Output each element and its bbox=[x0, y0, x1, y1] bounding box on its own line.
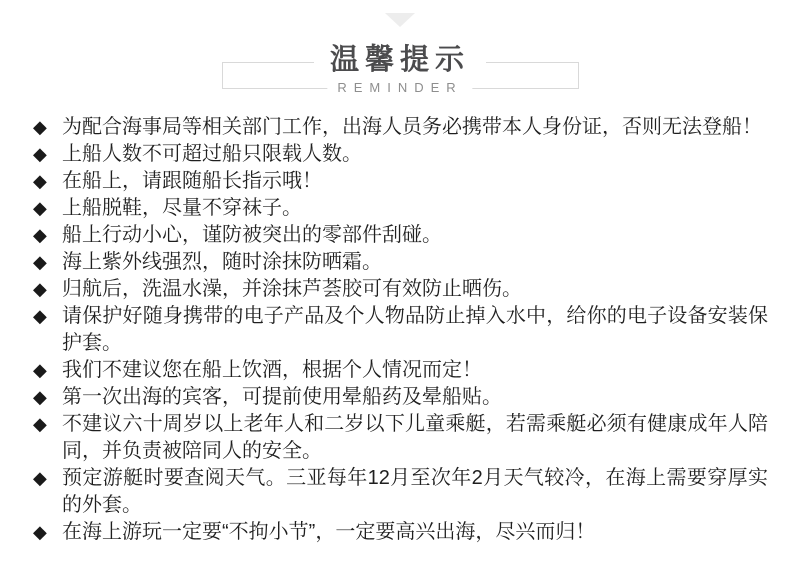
tip-text: 请保护好随身携带的电子产品及个人物品防止掉入水中，给你的电子设备安装保护套。 bbox=[62, 305, 768, 354]
tips-list bbox=[33, 114, 800, 546]
diamond-bullet-icon: ◆ bbox=[33, 360, 47, 380]
diamond-bullet-icon: ◆ bbox=[33, 306, 47, 326]
tip-text: 归航后，洗温水澡，并涂抹芦荟胶可有效防止晒伤。 bbox=[62, 278, 522, 300]
diamond-bullet-icon: ◆ bbox=[33, 387, 47, 407]
tip-text: 船上行动小心，谨防被突出的零部件刮碰。 bbox=[62, 224, 442, 246]
page-subtitle: REMINDER bbox=[327, 80, 472, 96]
diamond-bullet-icon: ◆ bbox=[33, 117, 47, 137]
list-item bbox=[33, 519, 768, 546]
list-item bbox=[33, 411, 768, 465]
list-item bbox=[33, 141, 768, 168]
tip-text: 我们不建议您在船上饮酒，根据个人情况而定！ bbox=[62, 359, 482, 381]
diamond-bullet-icon: ◆ bbox=[33, 279, 47, 299]
list-item bbox=[33, 384, 768, 411]
diamond-bullet-icon: ◆ bbox=[33, 144, 47, 164]
list-item bbox=[33, 249, 768, 276]
list-item bbox=[33, 114, 768, 141]
diamond-bullet-icon: ◆ bbox=[33, 198, 47, 218]
diamond-bullet-icon: ◆ bbox=[33, 522, 47, 542]
list-item bbox=[33, 465, 768, 519]
list-item bbox=[33, 222, 768, 249]
list-item bbox=[33, 276, 768, 303]
header bbox=[0, 0, 800, 110]
list-item bbox=[33, 168, 768, 195]
tip-text: 为配合海事局等相关部门工作，出海人员务必携带本人身份证，否则无法登船！ bbox=[62, 116, 762, 138]
diamond-bullet-icon: ◆ bbox=[33, 414, 47, 434]
tip-text: 上船人数不可超过船只限载人数。 bbox=[62, 143, 362, 165]
diamond-bullet-icon: ◆ bbox=[33, 468, 47, 488]
diamond-bullet-icon: ◆ bbox=[33, 225, 47, 245]
tip-text: 不建议六十周岁以上老年人和二岁以下儿童乘艇，若需乘艇必须有健康成年人陪同，并负责被陪同人的安全。 bbox=[62, 413, 768, 462]
page-title: 温馨提示 bbox=[314, 44, 486, 76]
tip-text: 在船上，请跟随船长指示哦！ bbox=[62, 170, 322, 192]
list-item bbox=[33, 357, 768, 384]
tip-text: 海上紫外线强烈，随时涂抹防晒霜。 bbox=[62, 251, 382, 273]
tip-text: 预定游艇时要查阅天气。三亚每年12月至次年2月天气较冷，在海上需要穿厚实的外套。 bbox=[62, 467, 768, 516]
diamond-bullet-icon: ◆ bbox=[33, 171, 47, 191]
tip-text: 第一次出海的宾客，可提前使用晕船药及晕船贴。 bbox=[62, 386, 502, 408]
list-item bbox=[33, 195, 768, 222]
tip-text: 在海上游玩一定要“不拘小节”，一定要高兴出海，尽兴而归！ bbox=[62, 521, 596, 543]
diamond-bullet-icon: ◆ bbox=[33, 252, 47, 272]
list-item bbox=[33, 303, 768, 357]
tip-text: 上船脱鞋，尽量不穿袜子。 bbox=[62, 197, 302, 219]
